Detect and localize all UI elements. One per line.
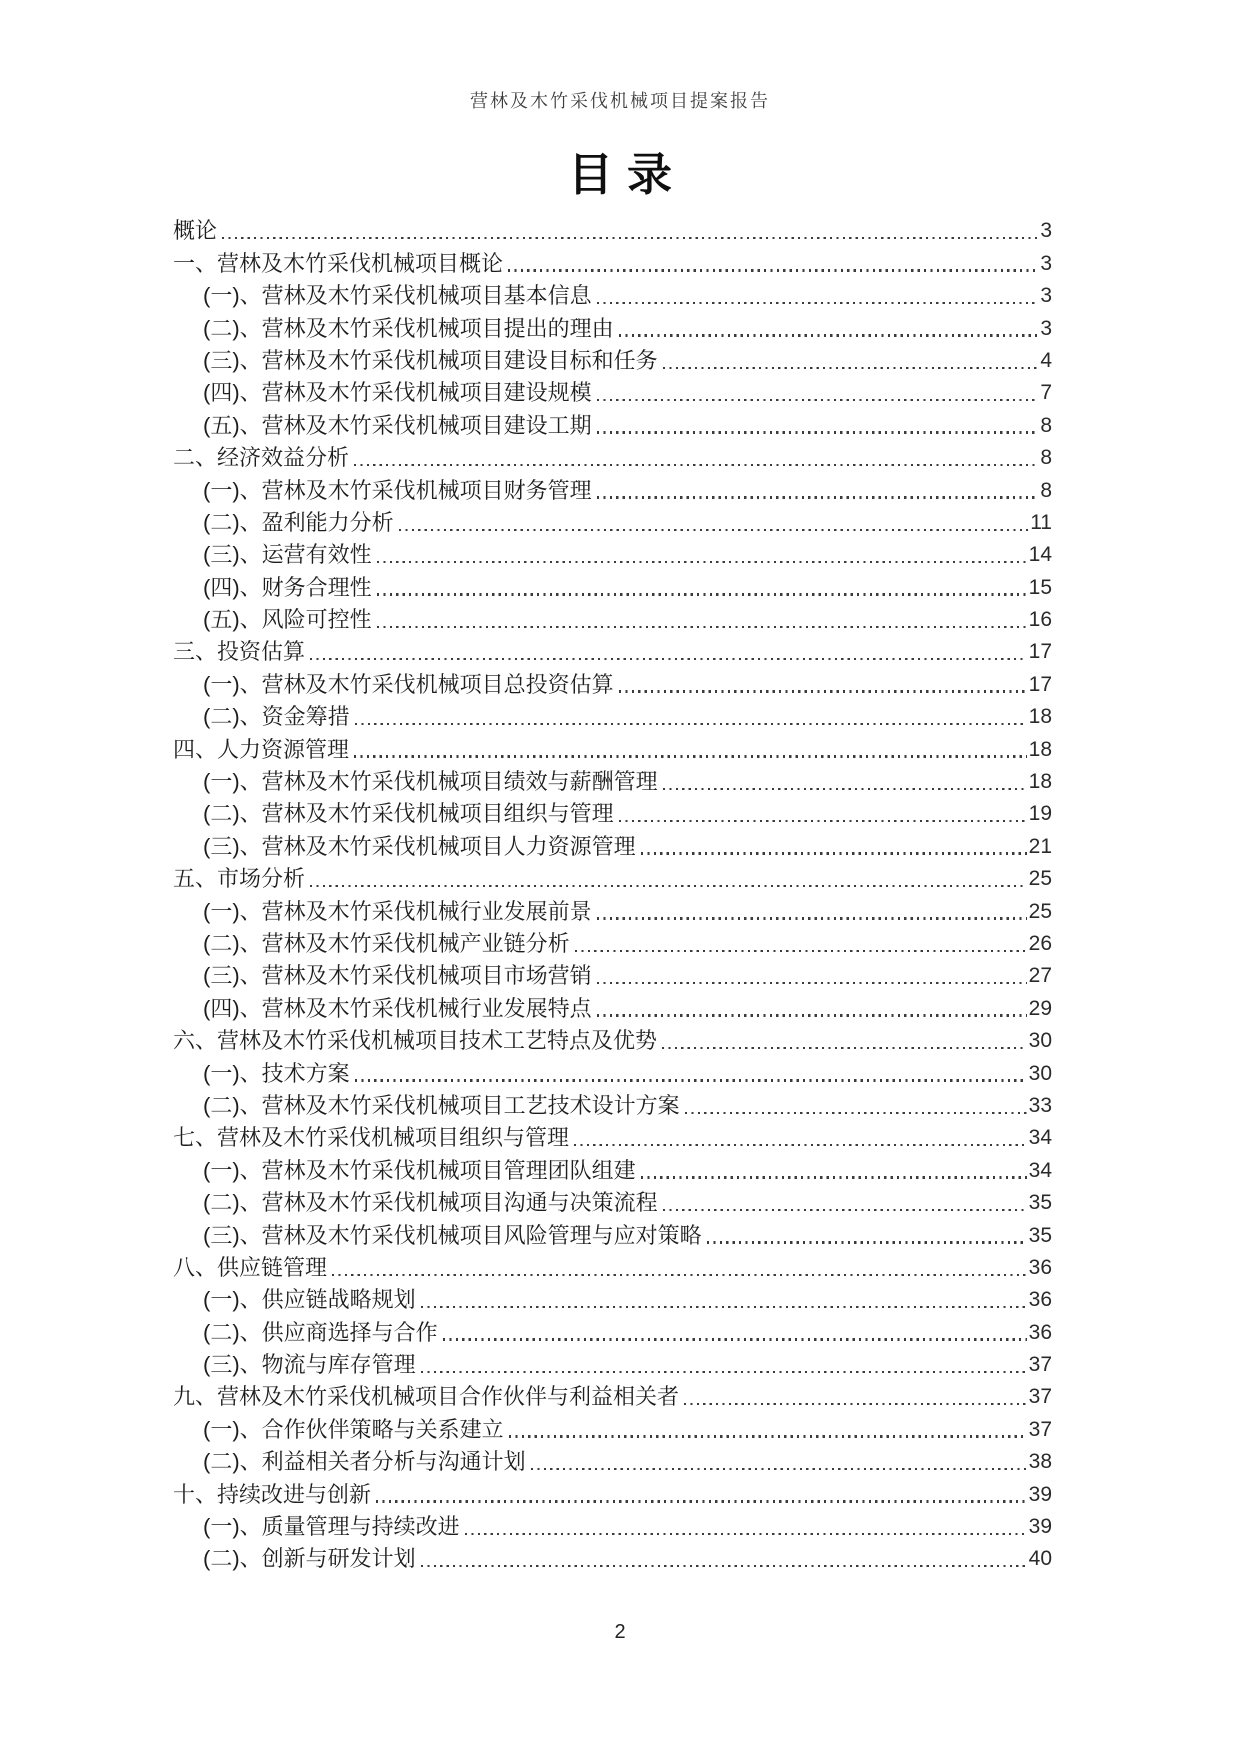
dot-leader bbox=[619, 334, 1039, 336]
toc-entry[interactable] bbox=[173, 1379, 1052, 1411]
toc-entry[interactable] bbox=[173, 1152, 1052, 1184]
toc-entry[interactable] bbox=[173, 1476, 1052, 1508]
toc-entry-label: 一、营林及木竹采伐机械项目概论 bbox=[173, 250, 504, 276]
dot-leader bbox=[421, 1371, 1027, 1373]
toc-entry[interactable] bbox=[173, 1282, 1052, 1314]
toc-entry[interactable] bbox=[173, 699, 1052, 731]
dot-leader bbox=[597, 431, 1039, 433]
toc-entry-label: (三)、营林及木竹采伐机械项目建设目标和任务 bbox=[203, 347, 658, 373]
toc-entry[interactable] bbox=[173, 893, 1052, 925]
toc-page-number: 21 bbox=[1028, 834, 1052, 858]
toc-page-number: 36 bbox=[1028, 1288, 1052, 1312]
dot-leader bbox=[509, 1435, 1027, 1437]
toc-entry[interactable] bbox=[173, 1217, 1052, 1249]
dot-leader bbox=[641, 852, 1027, 854]
toc-page-number: 16 bbox=[1028, 608, 1052, 632]
page-title: 目录 bbox=[567, 150, 686, 200]
toc-entry-label: (四)、营林及木竹采伐机械行业发展特点 bbox=[203, 995, 592, 1021]
toc-entry[interactable] bbox=[173, 569, 1052, 601]
toc-page-number: 25 bbox=[1028, 867, 1052, 891]
dot-leader bbox=[597, 917, 1027, 919]
toc-page-number: 35 bbox=[1028, 1191, 1052, 1215]
toc-entry-label: (一)、合作伙伴策略与关系建立 bbox=[203, 1416, 504, 1442]
toc-page-number: 35 bbox=[1028, 1223, 1052, 1247]
toc-page-number: 19 bbox=[1028, 802, 1052, 826]
toc-entry-label: (二)、创新与研发计划 bbox=[203, 1546, 416, 1572]
toc-page-number: 30 bbox=[1028, 1061, 1052, 1085]
toc-entry-label: (三)、运营有效性 bbox=[203, 542, 372, 568]
toc-entry-label: (二)、资金筹措 bbox=[203, 704, 350, 730]
dot-leader bbox=[641, 1176, 1027, 1178]
dot-leader bbox=[222, 237, 1038, 239]
toc-page-number: 18 bbox=[1028, 705, 1052, 729]
toc-entry[interactable] bbox=[173, 731, 1052, 763]
toc-page-number: 39 bbox=[1028, 1482, 1052, 1506]
toc-entry[interactable] bbox=[173, 1185, 1052, 1217]
toc-entry[interactable] bbox=[173, 1023, 1052, 1055]
toc-entry-label: 十、持续改进与创新 bbox=[173, 1481, 372, 1507]
toc-entry-label: (一)、营林及木竹采伐机械项目管理团队组建 bbox=[203, 1157, 636, 1183]
toc-page-number: 15 bbox=[1028, 575, 1052, 599]
toc-entry-label: (一)、营林及木竹采伐机械项目财务管理 bbox=[203, 477, 592, 503]
toc-entry-label: (一)、质量管理与持续改进 bbox=[203, 1514, 460, 1540]
dot-leader bbox=[421, 1565, 1027, 1567]
toc-page-number: 4 bbox=[1040, 348, 1052, 372]
toc-entry[interactable] bbox=[173, 1541, 1052, 1573]
toc-entry-label: (二)、盈利能力分析 bbox=[203, 509, 394, 535]
toc-page-number: 37 bbox=[1028, 1385, 1052, 1409]
toc-entry-label: (二)、利益相关者分析与沟通计划 bbox=[203, 1449, 526, 1475]
toc-page-number: 3 bbox=[1040, 316, 1052, 340]
toc-entry-label: (二)、供应商选择与合作 bbox=[203, 1319, 438, 1345]
toc-entry[interactable] bbox=[173, 213, 1052, 245]
toc-entry-label: 二、经济效益分析 bbox=[173, 445, 350, 471]
toc-entry[interactable] bbox=[173, 1088, 1052, 1120]
toc-entry[interactable] bbox=[173, 1120, 1052, 1152]
toc-entry-label: 四、人力资源管理 bbox=[173, 736, 350, 762]
toc-page-number: 7 bbox=[1040, 381, 1052, 405]
toc-entry-label: (二)、营林及木竹采伐机械项目工艺技术设计方案 bbox=[203, 1092, 680, 1118]
toc-entry-label: 七、营林及木竹采伐机械项目组织与管理 bbox=[173, 1125, 570, 1151]
dot-leader bbox=[619, 820, 1027, 822]
toc-page-number: 30 bbox=[1028, 1029, 1052, 1053]
toc-entry[interactable] bbox=[173, 245, 1052, 277]
dot-leader bbox=[575, 950, 1027, 952]
dot-leader bbox=[707, 1241, 1027, 1243]
toc-entry-label: 六、营林及木竹采伐机械项目技术工艺特点及优势 bbox=[173, 1028, 658, 1054]
dot-leader bbox=[354, 755, 1027, 757]
toc-page-number: 17 bbox=[1028, 672, 1052, 696]
dot-leader bbox=[597, 982, 1027, 984]
toc-entry[interactable] bbox=[173, 1444, 1052, 1476]
dot-leader bbox=[355, 1079, 1027, 1081]
dot-leader bbox=[332, 1274, 1027, 1276]
toc-entry[interactable] bbox=[173, 861, 1052, 893]
toc-entry-label: 三、投资估算 bbox=[173, 639, 306, 665]
toc-entry[interactable] bbox=[173, 796, 1052, 828]
toc-page-number: 25 bbox=[1028, 899, 1052, 923]
toc-entry-label: (五)、风险可控性 bbox=[203, 607, 372, 633]
dot-leader bbox=[597, 302, 1039, 304]
toc-entry[interactable] bbox=[173, 1411, 1052, 1443]
toc-entry[interactable] bbox=[173, 1347, 1052, 1379]
toc-entry-label: (三)、营林及木竹采伐机械项目人力资源管理 bbox=[203, 833, 636, 859]
dot-leader bbox=[310, 658, 1027, 660]
toc-entry[interactable] bbox=[173, 764, 1052, 796]
dot-leader bbox=[531, 1468, 1027, 1470]
toc-entry-label: 九、营林及木竹采伐机械项目合作伙伴与利益相关者 bbox=[173, 1384, 680, 1410]
toc-entry[interactable] bbox=[173, 1509, 1052, 1541]
dot-leader bbox=[377, 593, 1027, 595]
toc-page-number: 37 bbox=[1028, 1417, 1052, 1441]
toc-entry[interactable] bbox=[173, 472, 1052, 504]
toc-page-number: 40 bbox=[1028, 1547, 1052, 1571]
toc-entry[interactable] bbox=[173, 1055, 1052, 1087]
toc-entry[interactable] bbox=[173, 278, 1052, 310]
dot-leader bbox=[465, 1533, 1027, 1535]
dot-leader bbox=[597, 399, 1039, 401]
toc-entry[interactable] bbox=[173, 537, 1052, 569]
toc-page-number: 18 bbox=[1028, 770, 1052, 794]
toc-entry[interactable] bbox=[173, 602, 1052, 634]
toc-page-number: 39 bbox=[1028, 1515, 1052, 1539]
toc-entry-label: (一)、技术方案 bbox=[203, 1060, 350, 1086]
dot-leader bbox=[574, 1144, 1027, 1146]
toc-page-number: 36 bbox=[1028, 1255, 1052, 1279]
toc-entry-label: 五、市场分析 bbox=[173, 866, 306, 892]
dot-leader bbox=[377, 626, 1027, 628]
toc-entry[interactable] bbox=[173, 310, 1052, 342]
toc-entry-label: (二)、营林及木竹采伐机械项目组织与管理 bbox=[203, 801, 614, 827]
dot-leader bbox=[443, 1338, 1027, 1340]
toc-entry[interactable] bbox=[173, 1314, 1052, 1346]
dot-leader bbox=[662, 1047, 1027, 1049]
dot-leader bbox=[619, 690, 1027, 692]
toc-list bbox=[173, 213, 1052, 1573]
toc-page-number: 33 bbox=[1028, 1093, 1052, 1117]
toc-entry[interactable] bbox=[173, 375, 1052, 407]
toc-page-number: 36 bbox=[1028, 1320, 1052, 1344]
toc-entry-label: (二)、营林及木竹采伐机械项目沟通与决策流程 bbox=[203, 1190, 658, 1216]
toc-page-number: 8 bbox=[1040, 446, 1052, 470]
toc-page-number: 37 bbox=[1028, 1353, 1052, 1377]
toc-entry[interactable] bbox=[173, 926, 1052, 958]
toc-entry-label: (四)、营林及木竹采伐机械项目建设规模 bbox=[203, 380, 592, 406]
dot-leader bbox=[310, 885, 1027, 887]
toc-entry-label: (四)、财务合理性 bbox=[203, 574, 372, 600]
dot-leader bbox=[663, 1209, 1027, 1211]
toc-entry[interactable] bbox=[173, 505, 1052, 537]
toc-entry[interactable] bbox=[173, 407, 1052, 439]
toc-entry-label: (一)、营林及木竹采伐机械项目总投资估算 bbox=[203, 671, 614, 697]
toc-entry[interactable] bbox=[173, 666, 1052, 698]
toc-entry-label: (二)、营林及木竹采伐机械产业链分析 bbox=[203, 930, 570, 956]
toc-entry-label: (二)、营林及木竹采伐机械项目提出的理由 bbox=[203, 315, 614, 341]
toc-entry-label: (一)、供应链战略规划 bbox=[203, 1287, 416, 1313]
toc-entry-label: 八、供应链管理 bbox=[173, 1254, 328, 1280]
dot-leader bbox=[421, 1306, 1027, 1308]
toc-page-number: 26 bbox=[1028, 931, 1052, 955]
toc-entry[interactable] bbox=[173, 958, 1052, 990]
toc-page-number: 3 bbox=[1040, 251, 1052, 275]
footer-page-number: 2 bbox=[614, 1621, 626, 1643]
toc-entry[interactable] bbox=[173, 1250, 1052, 1282]
toc-entry-label: (三)、营林及木竹采伐机械项目风险管理与应对策略 bbox=[203, 1222, 702, 1248]
toc-entry-label: 概论 bbox=[173, 218, 218, 244]
toc-entry-label: (一)、营林及木竹采伐机械项目基本信息 bbox=[203, 283, 592, 309]
toc-entry[interactable] bbox=[173, 828, 1052, 860]
toc-page-number: 3 bbox=[1040, 219, 1052, 243]
dot-leader bbox=[399, 529, 1029, 531]
dot-leader bbox=[377, 561, 1027, 563]
toc-page-number: 38 bbox=[1028, 1450, 1052, 1474]
toc-entry[interactable] bbox=[173, 990, 1052, 1022]
dot-leader bbox=[663, 367, 1039, 369]
toc-page-number: 14 bbox=[1028, 543, 1052, 567]
toc-entry-label: (三)、物流与库存管理 bbox=[203, 1352, 416, 1378]
toc-entry-label: (五)、营林及木竹采伐机械项目建设工期 bbox=[203, 412, 592, 438]
dot-leader bbox=[597, 496, 1039, 498]
dot-leader bbox=[376, 1500, 1027, 1502]
toc-page-number: 18 bbox=[1028, 737, 1052, 761]
toc-entry[interactable] bbox=[173, 634, 1052, 666]
dot-leader bbox=[685, 1112, 1027, 1114]
toc-entry[interactable] bbox=[173, 343, 1052, 375]
toc-page-number: 34 bbox=[1028, 1158, 1052, 1182]
dot-leader bbox=[355, 723, 1027, 725]
dot-leader bbox=[597, 1014, 1027, 1016]
dot-leader bbox=[684, 1403, 1027, 1405]
toc-page-number: 27 bbox=[1028, 964, 1052, 988]
toc-page-number: 8 bbox=[1040, 478, 1052, 502]
toc-page-number: 17 bbox=[1028, 640, 1052, 664]
toc-page-number: 8 bbox=[1040, 413, 1052, 437]
toc-entry-label: (一)、营林及木竹采伐机械行业发展前景 bbox=[203, 898, 592, 924]
toc-entry[interactable] bbox=[173, 440, 1052, 472]
dot-leader bbox=[354, 464, 1038, 466]
toc-page-number: 11 bbox=[1030, 510, 1052, 534]
toc-page-number: 34 bbox=[1028, 1126, 1052, 1150]
toc-page-number: 29 bbox=[1028, 996, 1052, 1020]
toc-page-number: 3 bbox=[1040, 284, 1052, 308]
document-header: 营林及木竹采伐机械项目提案报告 bbox=[470, 91, 770, 111]
toc-entry-label: (三)、营林及木竹采伐机械项目市场营销 bbox=[203, 963, 592, 989]
dot-leader bbox=[508, 269, 1038, 271]
toc-entry-label: (一)、营林及木竹采伐机械项目绩效与薪酬管理 bbox=[203, 769, 658, 795]
dot-leader bbox=[663, 788, 1027, 790]
